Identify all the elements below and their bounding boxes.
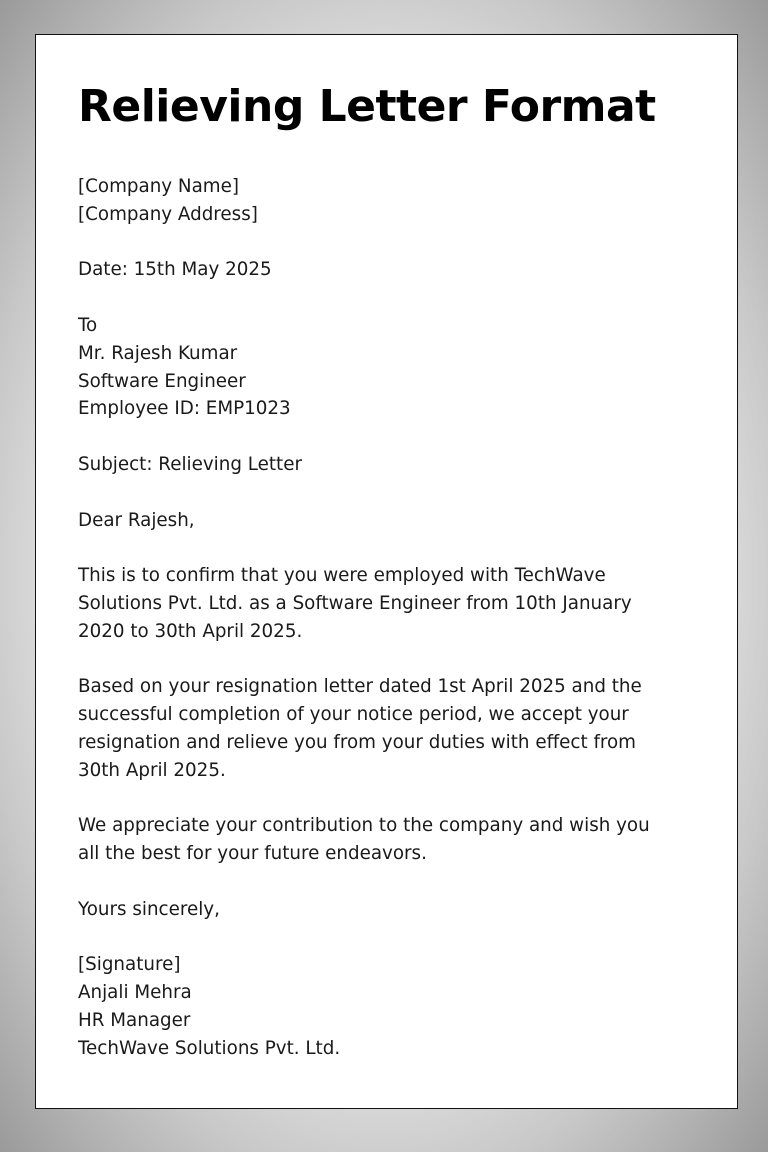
spacer xyxy=(78,423,698,451)
letter-date: Date: 15th May 2025 xyxy=(78,259,272,281)
company-name: [Company Name] xyxy=(78,176,239,197)
spacer xyxy=(78,479,698,507)
company-address: [Company Address] xyxy=(78,203,258,225)
paragraph-line: resignation and relieve you from your duties with effect from xyxy=(78,731,636,753)
recipient-employee-id: Employee ID: EMP1023 xyxy=(78,398,291,420)
signature-placeholder: [Signature] xyxy=(78,954,181,976)
paragraph-line: successful completion of your notice period, we accept your xyxy=(78,704,629,726)
salutation: Dear Rajesh, xyxy=(78,509,195,531)
letter-body xyxy=(78,173,698,1063)
spacer xyxy=(78,284,698,312)
spacer xyxy=(78,534,698,562)
paragraph-line: 2020 to 30th April 2025. xyxy=(78,620,303,642)
spacer xyxy=(78,646,698,674)
paragraph-resignation xyxy=(78,673,698,784)
letter-subject: Subject: Relieving Letter xyxy=(78,453,302,475)
signatory-designation: HR Manager xyxy=(78,1009,191,1031)
recipient-name: Mr. Rajesh Kumar xyxy=(78,342,238,364)
paragraph-line: Based on your resignation letter dated 1st April 2025 and the xyxy=(78,676,642,698)
closing: Yours sincerely, xyxy=(78,898,220,920)
signatory-name: Anjali Mehra xyxy=(78,982,192,1004)
paragraph-line: This is to confirm that you were employed with TechWave xyxy=(78,565,606,587)
paragraph-confirmation xyxy=(78,562,698,645)
paragraph-appreciation xyxy=(78,812,698,868)
spacer xyxy=(78,924,698,952)
spacer xyxy=(78,868,698,896)
spacer xyxy=(78,785,698,813)
page-title: Relieving Letter Format xyxy=(78,81,656,132)
letter-page xyxy=(35,34,738,1109)
paragraph-line: all the best for your future endeavors. xyxy=(78,843,427,865)
paragraph-line: 30th April 2025. xyxy=(78,759,226,781)
paragraph-line: Solutions Pvt. Ltd. as a Software Engineer from 10th January xyxy=(78,592,632,614)
recipient-designation: Software Engineer xyxy=(78,370,246,392)
signatory-company: TechWave Solutions Pvt. Ltd. xyxy=(78,1037,341,1059)
spacer xyxy=(78,229,698,257)
recipient-to: To xyxy=(78,314,98,336)
paragraph-line: We appreciate your contribution to the company and wish you xyxy=(78,815,650,837)
